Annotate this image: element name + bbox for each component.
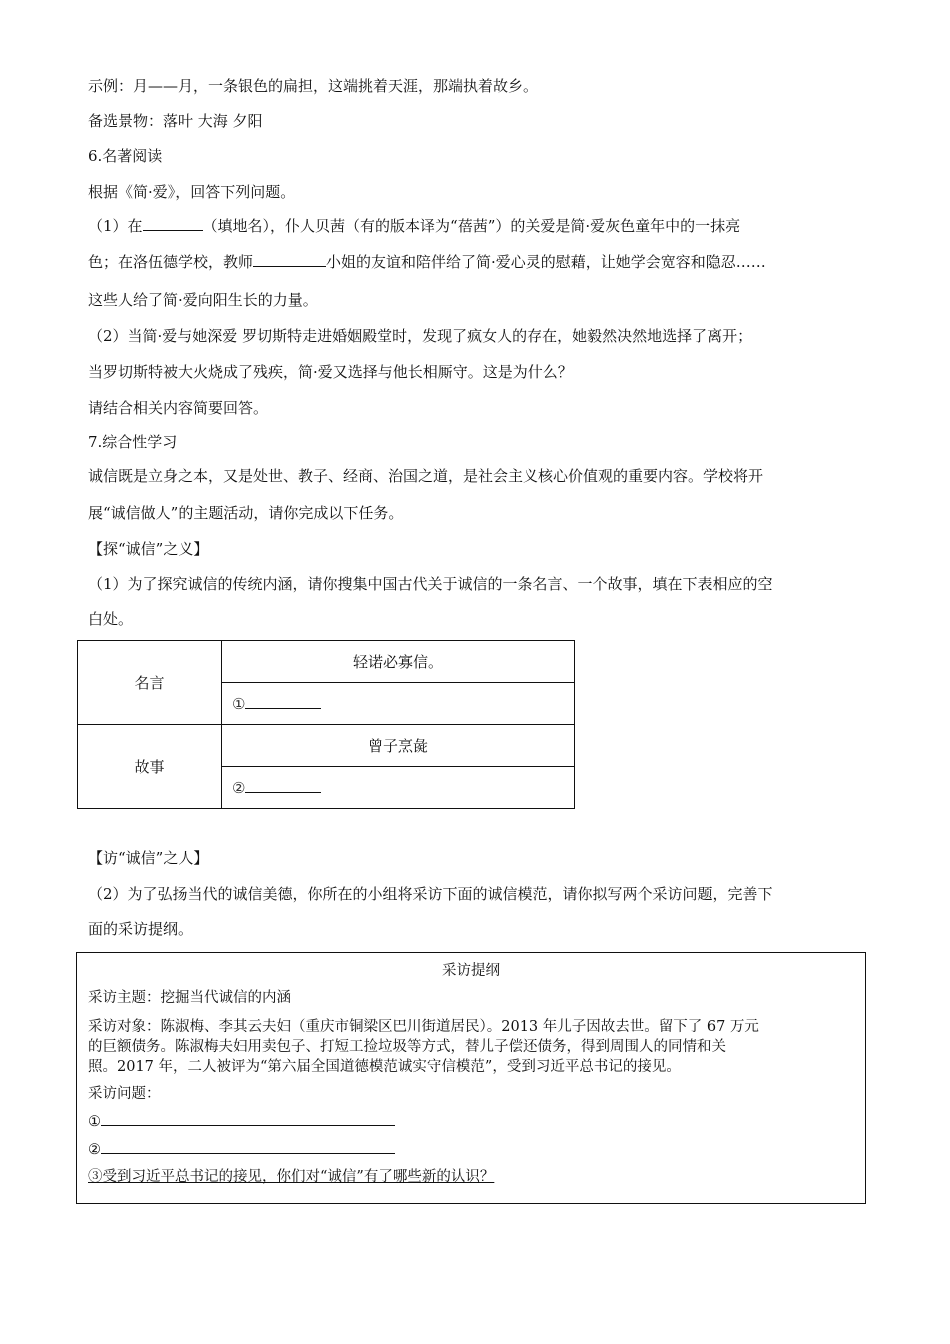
outline-subject-c: 照。2017 年，二人被评为“第六届全国道德模范诚实守信模范”，受到习近平总书记的接见。 <box>88 1059 681 1075</box>
outline-title: 采访提纲 <box>442 963 500 979</box>
q7-title: 7.综合性学习 <box>88 433 178 451</box>
q7-1-line-a: （1）为了探究诚信的传统内涵，请你搜集中国古代关于诚信的一条名言、一个故事，填在下表相应的空 <box>88 575 773 593</box>
outline-theme: 采访主题：挖掘当代诚信的内涵 <box>88 990 291 1006</box>
outline-question-3: ③受到习近平总书记的接见，你们对“诚信”有了哪些新的认识？ <box>88 1169 495 1185</box>
circle-num-1: ① <box>232 695 246 713</box>
q6-2-line-a: （2）当简·爱与她深爱 罗切斯特走进婚姻殿堂时，发现了疯女人的存在，她毅然决然地选择了离开； <box>88 327 753 345</box>
q6-1-line-a <box>88 216 740 236</box>
interview-outline-box <box>76 952 866 1204</box>
q6-1b-pre: 色；在洛伍德学校，教师 <box>88 253 254 271</box>
q7-2-line-a: （2）为了弘扬当代的诚信美德，你所在的小组将采访下面的诚信模范，请你拟写两个采访问题，完善下 <box>88 885 773 903</box>
q7-intro-b: 展“诚信做人”的主题活动，请你完成以下任务。 <box>88 504 404 522</box>
circle-num-q2: ② <box>88 1142 101 1158</box>
outline-question-2 <box>88 1139 395 1160</box>
circle-num-2: ② <box>232 779 246 797</box>
example-line: 示例：月——月，一条银色的扁担，这端挑着天涯，那端执着故乡。 <box>88 77 539 95</box>
label-story: 故事 <box>78 725 222 809</box>
q7-1-line-b: 白处。 <box>88 610 134 628</box>
label-saying: 名言 <box>78 641 222 725</box>
outline-subject-a: 采访对象：陈淑梅、李其云夫妇（重庆市铜梁区巴川街道居民）。2013 年儿子因故去世。留下了 67 万元 <box>88 1019 759 1035</box>
q6-2-line-c: 请结合相关内容简要回答。 <box>88 399 269 417</box>
outline-subject-b: 的巨额债务。陈淑梅夫妇用卖包子、打短工捡垃圾等方式，替儿子偿还债务，得到周围人的同情和关 <box>88 1039 726 1055</box>
q6-1-line-b <box>88 252 766 272</box>
section-meaning: 【探“诚信”之义】 <box>88 540 209 558</box>
circle-num-q1: ① <box>88 1114 101 1130</box>
given-saying: 轻诺必寡信。 <box>222 641 575 683</box>
q6-title: 6.名著阅读 <box>88 147 163 165</box>
answer-story-cell[interactable] <box>222 767 575 809</box>
answer-saying-cell[interactable] <box>222 683 575 725</box>
q6-1a-post: （填地名），仆人贝茜（有的版本译为“蓓茜”）的关爱是简·爱灰色童年中的一抹亮 <box>202 217 741 235</box>
saying-story-table <box>77 640 575 809</box>
q6-intro: 根据《简·爱》，回答下列问题。 <box>88 183 296 201</box>
q7-intro-a: 诚信既是立身之本，又是处世、教子、经商、治国之道，是社会主义核心价值观的重要内容。学校将开 <box>88 467 764 485</box>
question-2-blank[interactable] <box>101 1139 395 1154</box>
teacher-blank[interactable] <box>253 252 326 267</box>
q6-1b-post: 小姐的友谊和陪伴给了简·爱心灵的慰藉，让她学会宽容和隐忍…… <box>326 253 766 271</box>
question-1-blank[interactable] <box>101 1111 395 1126</box>
q6-2-line-b: 当罗切斯特被大火烧成了残疾，简·爱又选择与他长相厮守。这是为什么？ <box>88 363 573 381</box>
place-blank[interactable] <box>143 216 203 231</box>
q6-1-line-c: 这些人给了简·爱向阳生长的力量。 <box>88 291 318 309</box>
q7-2-line-b: 面的采访提纲。 <box>88 920 194 938</box>
section-interview: 【访“诚信”之人】 <box>88 849 209 867</box>
given-story: 曾子烹彘 <box>222 725 575 767</box>
outline-question-1 <box>88 1111 395 1132</box>
outline-questions-label: 采访问题： <box>88 1086 161 1102</box>
options-line: 备选景物：落叶 大海 夕阳 <box>88 112 263 130</box>
saying-blank[interactable] <box>245 694 321 709</box>
q6-1a-pre: （1）在 <box>88 217 143 235</box>
story-blank[interactable] <box>245 778 321 793</box>
